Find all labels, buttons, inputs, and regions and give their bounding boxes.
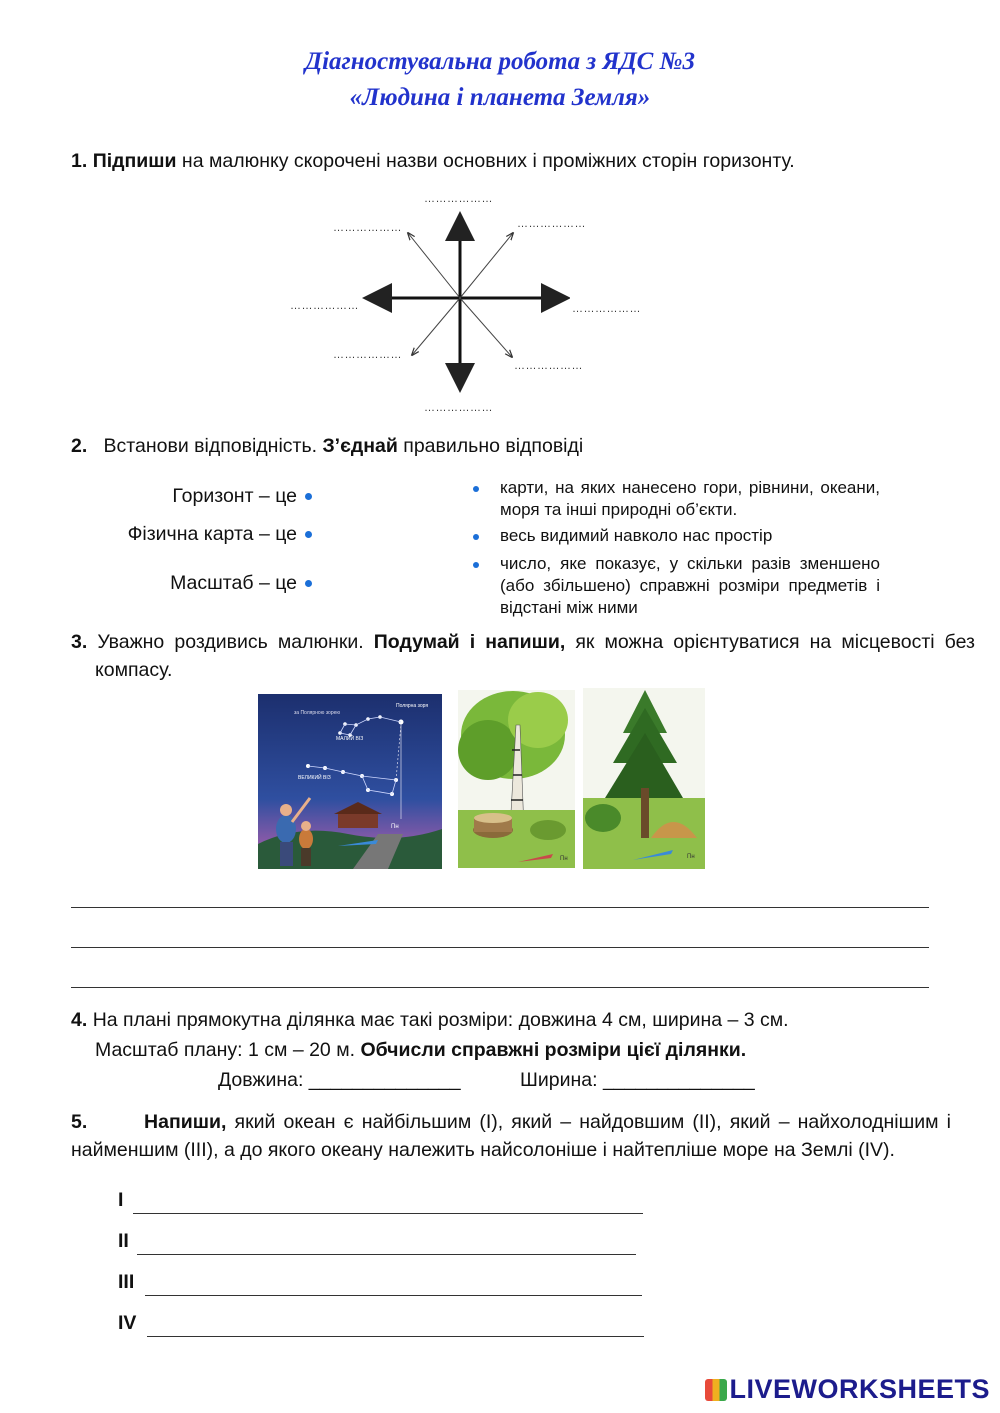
answer-line-3[interactable] — [71, 987, 929, 988]
roman-label-1: I — [118, 1189, 124, 1211]
night-sky-picture — [258, 694, 442, 869]
match-definition-3[interactable]: число, яке показує, у скільки разів зменшено (або збільшено) справжні розміри предметів і відстані між ними — [473, 553, 880, 619]
match-term-3[interactable]: Масштаб – це — [80, 572, 312, 595]
pic1-label-big: ВЕЛИКИЙ ВІЗ — [298, 775, 331, 781]
label-blank-northeast[interactable]: ……………… — [517, 218, 586, 230]
label-blank-southwest[interactable]: ……………… — [333, 349, 402, 361]
question-2 — [71, 432, 583, 460]
label-blank-west[interactable]: ……………… — [290, 300, 359, 312]
pic3-label-north: Пн — [687, 854, 695, 860]
bullet-icon[interactable] — [305, 493, 312, 500]
label-blank-southeast[interactable]: ……………… — [514, 360, 583, 372]
question-4 — [71, 1006, 789, 1034]
length-answer[interactable]: Довжина: ______________ — [218, 1069, 461, 1091]
q2-text-before: Встанови відповідність. — [103, 435, 323, 457]
bullet-icon[interactable] — [305, 580, 312, 587]
label-blank-east[interactable]: ……………… — [572, 303, 641, 315]
spruce-tree-picture — [583, 688, 705, 869]
bullet-icon[interactable] — [473, 562, 479, 568]
q3-text-after: як можна орієнтуватися на місцевості без компасу. — [95, 631, 975, 681]
pic1-label-small: МАЛИЙ ВІЗ — [336, 736, 364, 742]
page-title: Діагностувальна робота з ЯДС №3 — [305, 48, 695, 75]
question-1 — [71, 147, 795, 175]
answer-line-2[interactable] — [71, 947, 929, 948]
arrow-southwest — [412, 298, 460, 355]
width-answer[interactable]: Ширина: ______________ — [520, 1069, 755, 1091]
q4-text: На плані прямокутна ділянка має такі розміри: довжина 4 см, ширина – 3 см. — [92, 1009, 789, 1031]
bullet-icon[interactable] — [473, 486, 479, 492]
roman-label-3: III — [118, 1271, 135, 1293]
label-blank-northwest[interactable]: ……………… — [333, 222, 402, 234]
question-3 — [71, 628, 975, 684]
q1-bold: Підпиши — [92, 150, 177, 172]
roman-label-2: II — [118, 1230, 129, 1252]
pic2-label-north: Пн — [560, 856, 568, 862]
pic1-label-top: за Полярною зорею — [294, 710, 341, 716]
birch-tree-picture — [458, 690, 575, 868]
q4-text2: Масштаб плану: 1 см – 20 м. — [95, 1039, 361, 1061]
pic1-label-polar: Полярна зоря — [396, 703, 429, 709]
q5-text: який океан є найбільшим (I), який – найдовшим (II), який – найхолоднішим і найменшим (III), а до якого океану належить найсолоніше і найтепліше море на Землі (IV). — [71, 1111, 951, 1161]
bullet-icon[interactable] — [473, 534, 479, 540]
q1-number: 1. — [71, 150, 88, 172]
arrow-southeast — [460, 298, 512, 357]
q4-number: 4. — [71, 1009, 88, 1031]
roman-label-4: IV — [118, 1312, 137, 1334]
answer-line-ocean-4[interactable] — [147, 1336, 644, 1337]
q5-number: 5. — [71, 1111, 88, 1133]
q5-bold: Напиши, — [144, 1111, 227, 1133]
q2-bold: З’єднай — [322, 435, 398, 457]
answer-line-1[interactable] — [71, 907, 929, 908]
q3-text-before: Уважно роздивись малюнки. — [97, 631, 374, 653]
page-subtitle: «Людина і планета Земля» — [349, 84, 651, 111]
arrow-northeast — [460, 233, 513, 298]
q2-number: 2. — [71, 435, 88, 457]
arrow-northwest — [408, 233, 460, 298]
match-definition-2[interactable]: весь видимий навколо нас простір — [473, 525, 880, 547]
q4-bold: Обчисли справжні розміри цієї ділянки. — [360, 1039, 747, 1061]
label-blank-north[interactable]: ……………… — [424, 193, 493, 205]
q1-text: на малюнку скорочені назви основних і проміжних сторін горизонту. — [176, 150, 795, 172]
answer-line-ocean-1[interactable] — [133, 1213, 643, 1214]
label-blank-south[interactable]: ……………… — [424, 402, 493, 414]
answer-line-ocean-2[interactable] — [137, 1254, 636, 1255]
q3-bold: Подумай і напиши, — [373, 631, 566, 653]
logo-icon — [705, 1379, 727, 1401]
q2-text-after: правильно відповіді — [397, 435, 584, 457]
match-term-1[interactable]: Горизонт – це — [80, 485, 312, 508]
question-4-line2 — [95, 1036, 746, 1064]
match-term-2[interactable]: Фізична карта – це — [80, 523, 312, 546]
match-definition-1[interactable]: карти, на яких нанесено гори, рівнини, океани, моря та інші природні об’єкти. — [473, 477, 880, 521]
q3-number: 3. — [71, 631, 88, 653]
answer-line-ocean-3[interactable] — [145, 1295, 642, 1296]
question-5 — [71, 1108, 951, 1164]
pic1-label-north: Пн — [391, 824, 399, 830]
bullet-icon[interactable] — [305, 531, 312, 538]
liveworksheets-logo: LIVEWORKSHEETS — [705, 1374, 990, 1405]
